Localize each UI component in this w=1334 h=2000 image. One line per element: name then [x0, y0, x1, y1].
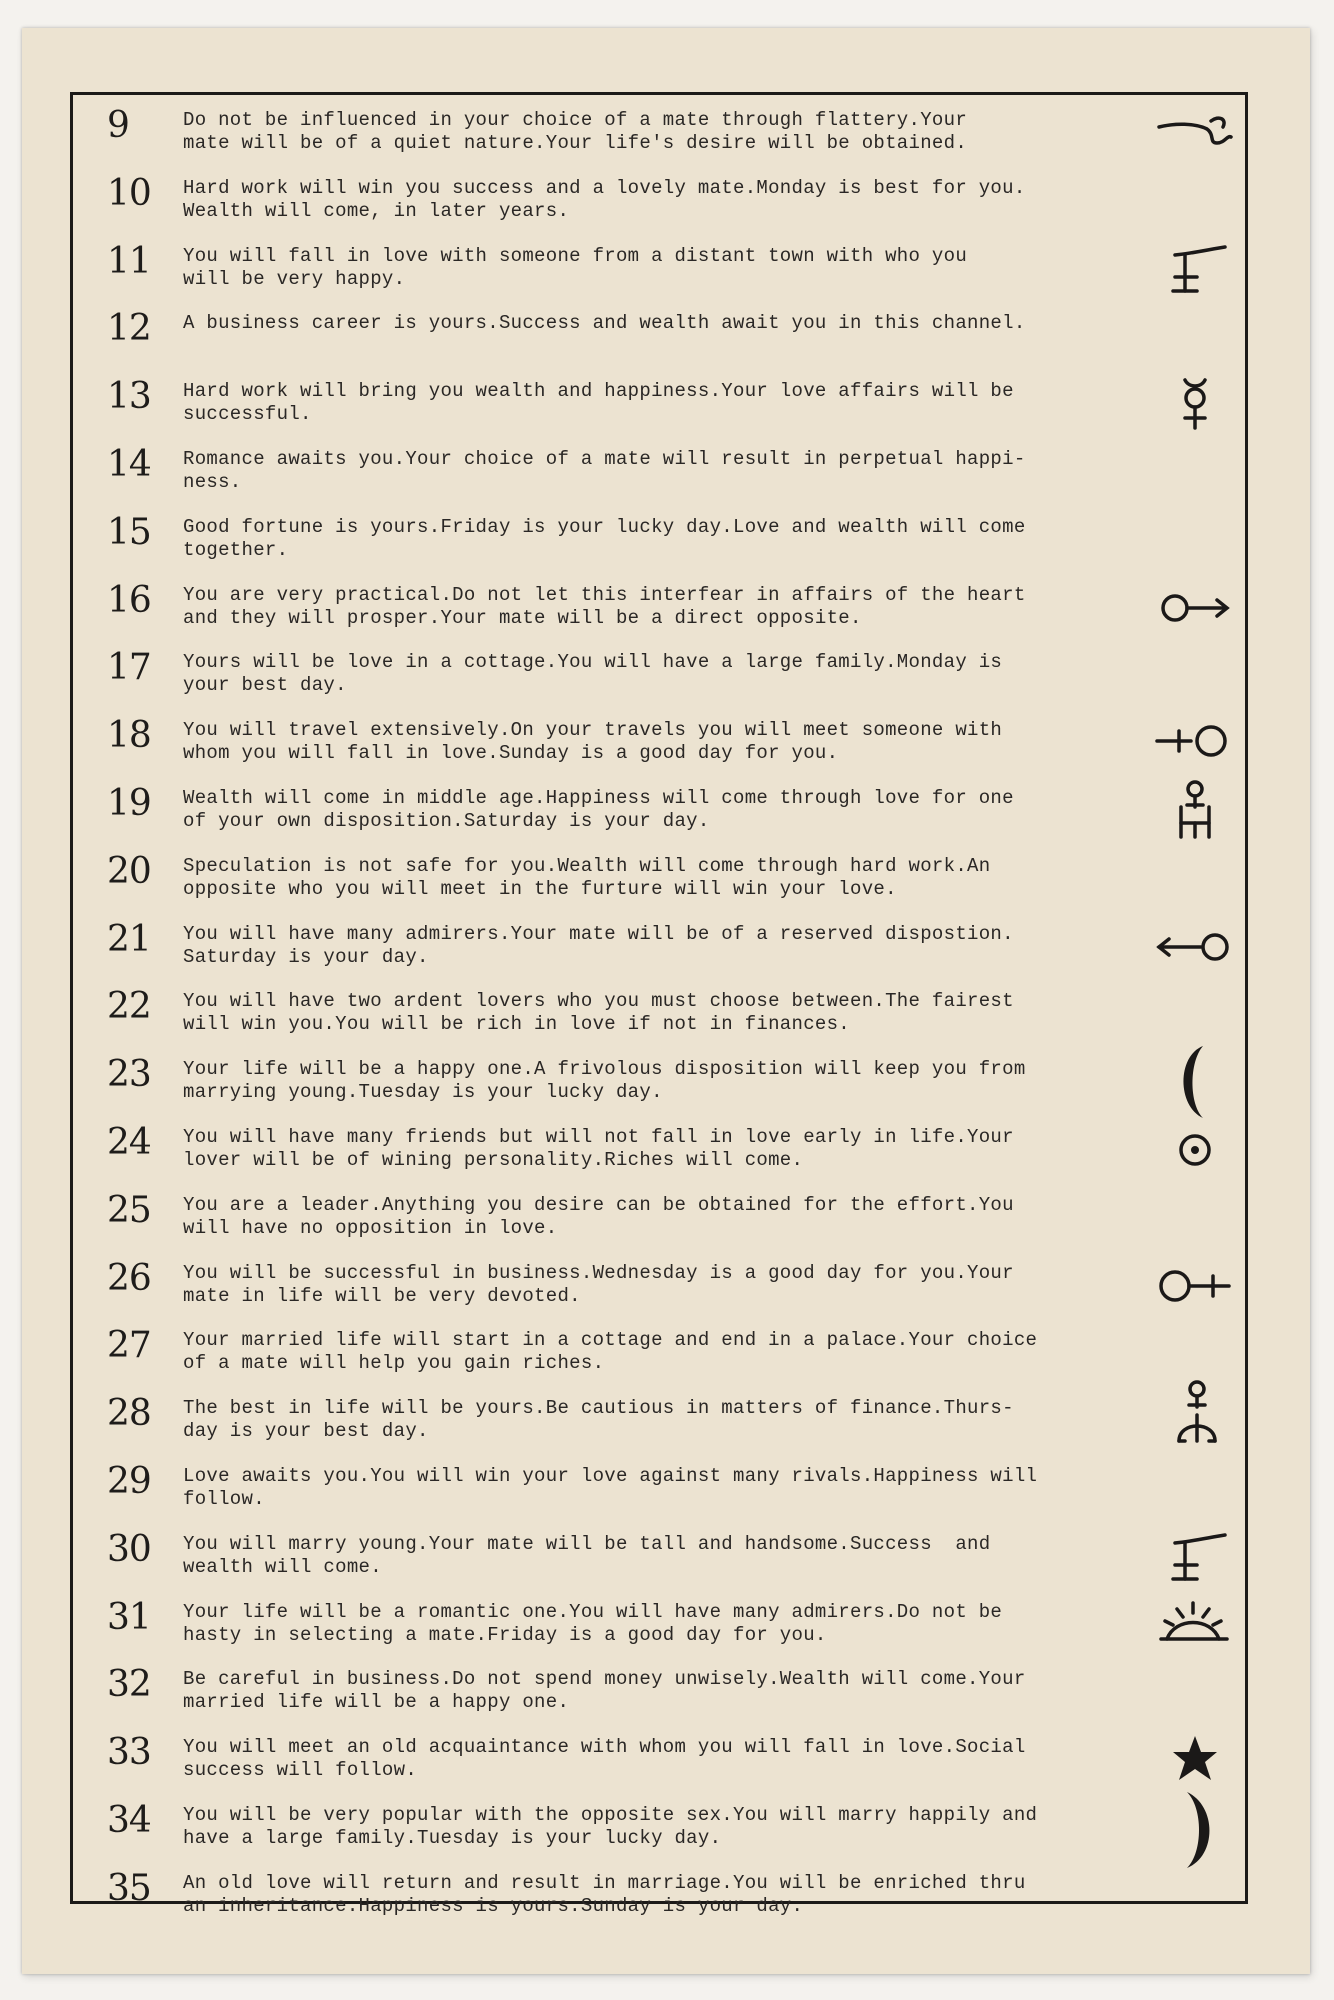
- entry-number: 9: [107, 105, 129, 146]
- entry-number: 31: [107, 1596, 151, 1638]
- fortune-entry: [73, 1250, 1245, 1318]
- entry-number: 17: [107, 647, 151, 689]
- mars-icon: [1155, 582, 1235, 632]
- entry-line-2: whom you will fall in love.Sunday is a good day for you.: [183, 742, 839, 765]
- entry-line-2: opposite who you will meet in the furture will win your love.: [183, 877, 897, 900]
- entry-text: [183, 1872, 1163, 1918]
- fortune-entry: [73, 1453, 1245, 1521]
- entry-text: [183, 584, 1163, 630]
- entry-line-1: Your married life will start in a cottage and end in a palace.Your choice: [183, 1329, 1038, 1352]
- fortune-entry: [73, 639, 1245, 707]
- entry-number: 19: [107, 783, 151, 824]
- entry-line-1: Do not be influenced in your choice of a mate through flattery.Your: [183, 109, 968, 131]
- entry-number: 18: [107, 715, 151, 757]
- mercury-icon: [1155, 378, 1235, 428]
- fortune-entry: [73, 843, 1245, 911]
- entry-line-2: wealth will come.: [183, 1555, 382, 1578]
- entry-line-1: Love awaits you.You will win your love against many rivals.Happiness will: [183, 1465, 1038, 1487]
- entry-text: [183, 1736, 1163, 1782]
- entry-number: 30: [107, 1528, 151, 1570]
- cauda-draconis-icon: [1155, 107, 1235, 157]
- entry-number: 25: [107, 1189, 151, 1231]
- entry-number: 11: [107, 240, 151, 282]
- uranus-icon: [1155, 785, 1235, 835]
- entry-number: 35: [107, 1867, 151, 1909]
- entry-number: 10: [107, 172, 151, 214]
- fortune-entry: [73, 572, 1245, 640]
- entry-line-1: You will be very popular with the opposite sex.You will marry happily and: [183, 1804, 1038, 1826]
- entry-text: [183, 1126, 1163, 1172]
- fortune-entry: [73, 1182, 1245, 1250]
- entry-text: [183, 380, 1163, 426]
- entry-number: 28: [107, 1393, 151, 1435]
- entry-line-2: will have no opposition in love.: [183, 1216, 558, 1239]
- entry-number: 20: [107, 850, 151, 892]
- entry-line-2: success will follow.: [183, 1759, 418, 1782]
- entry-line-1: Hard work will win you success and a lovely mate.Monday is best for you.: [183, 176, 1026, 199]
- fortune-entry: [73, 233, 1245, 301]
- fortune-entry: [73, 1860, 1245, 1928]
- entry-line-2: will win you.You will be rich in love if not in finances.: [183, 1013, 851, 1036]
- entry-line-1: You are very practical.Do not let this interfear in affairs of the heart: [183, 583, 1026, 606]
- fortune-entry: [73, 1589, 1245, 1657]
- entry-text: [183, 1397, 1163, 1443]
- entry-number: 23: [107, 1054, 151, 1096]
- entry-text: [183, 1329, 1163, 1375]
- entry-text: [183, 651, 1163, 697]
- entry-text: [183, 177, 1163, 223]
- entry-line-2: mate will be of a quiet nature.Your life's desire will be obtained.: [183, 132, 968, 154]
- circle-cross-icon: [1155, 1260, 1235, 1310]
- entry-number: 26: [107, 1257, 151, 1299]
- entry-line-1: Be careful in business.Do not spend money unwisely.Wealth will come.Your: [183, 1668, 1026, 1691]
- entry-text: [183, 1194, 1163, 1240]
- entry-text: [183, 787, 1163, 833]
- entry-line-1: Hard work will bring you wealth and happiness.Your love affairs will be: [183, 380, 1014, 403]
- entry-line-1: Your life will be a romantic one.You will have many admirers.Do not be: [183, 1600, 1003, 1623]
- entry-text: [183, 109, 1163, 155]
- arrow-circle-icon: [1155, 921, 1235, 971]
- entry-text: [183, 1668, 1163, 1714]
- entry-line-2: have a large family.Tuesday is your lucky day.: [183, 1827, 722, 1849]
- entry-line-1: You will be successful in business.Wednesday is a good day for you.Your: [183, 1261, 1014, 1284]
- sun-icon: [1155, 1124, 1235, 1174]
- pluto-icon: [1155, 1395, 1235, 1445]
- fortune-list-frame: [70, 92, 1248, 1917]
- entry-number: 16: [107, 579, 151, 621]
- entry-line-2: marrying young.Tuesday is your lucky day.: [183, 1081, 663, 1104]
- entry-line-2: successful.: [183, 403, 312, 426]
- entry-text: [183, 1262, 1163, 1308]
- entry-text: [183, 245, 1163, 291]
- fortune-card: [22, 28, 1310, 1974]
- entry-line-2: day is your best day.: [183, 1420, 429, 1443]
- fortune-entry: [73, 300, 1245, 368]
- entry-text: [183, 855, 1163, 901]
- fortune-entry: [73, 978, 1245, 1046]
- entry-line-2: mate in life will be very devoted.: [183, 1284, 581, 1307]
- entry-number: 12: [107, 308, 151, 350]
- entry-line-2: will be very happy.: [183, 267, 406, 290]
- entry-line-2: your best day.: [183, 674, 347, 697]
- entry-number: 14: [107, 444, 151, 485]
- fortune-entry: [73, 1656, 1245, 1724]
- fortune-entry: [73, 1114, 1245, 1182]
- fortune-entry: [73, 165, 1245, 233]
- entry-text: [183, 719, 1163, 765]
- entry-number: 21: [107, 918, 151, 960]
- entry-line-2: of your own disposition.Saturday is your day.: [183, 810, 710, 832]
- fortune-entry: [73, 1521, 1245, 1589]
- entry-line-2: Wealth will come, in later years.: [183, 199, 570, 222]
- entry-line-1: An old love will return and result in marriage.You will be enriched thru: [183, 1871, 1026, 1894]
- fortune-entry: [73, 911, 1245, 979]
- entry-line-1: Yours will be love in a cottage.You will have a large family.Monday is: [183, 651, 1003, 674]
- entry-text: [183, 923, 1163, 969]
- entry-text: [183, 516, 1163, 562]
- entry-line-1: You will have many admirers.Your mate will be of a reserved dispostion.: [183, 922, 1014, 945]
- entry-text: [183, 1601, 1163, 1647]
- entry-line-1: Your life will be a happy one.A frivolous disposition will keep you from: [183, 1058, 1026, 1081]
- fortune-entry: [73, 368, 1245, 436]
- fortune-entry: [73, 97, 1245, 165]
- entry-line-1: You will meet an old acquaintance with whom you will fall in love.Social: [183, 1736, 1026, 1759]
- entry-number: 24: [107, 1122, 151, 1163]
- fortune-entry: [73, 1385, 1245, 1453]
- sunrise-icon: [1155, 1599, 1235, 1649]
- entry-line-2: lover will be of wining personality.Riches will come.: [183, 1149, 804, 1171]
- saturn-scythe-icon: [1155, 243, 1235, 293]
- fortune-entry: [73, 436, 1245, 504]
- entry-text: [183, 448, 1163, 494]
- fortune-entry: [73, 504, 1245, 572]
- star-icon: [1155, 1734, 1235, 1784]
- entry-line-2: of a mate will help you gain riches.: [183, 1352, 605, 1375]
- entry-line-2: an inheritance.Happiness is yours.Sunday is your day.: [183, 1894, 804, 1917]
- entry-line-2: follow.: [183, 1488, 265, 1510]
- entry-number: 33: [107, 1732, 151, 1774]
- entry-number: 32: [107, 1664, 151, 1706]
- saturn-scythe-icon: [1155, 1531, 1235, 1581]
- entry-text: [183, 1804, 1163, 1850]
- waning-moon-icon: [1155, 1802, 1235, 1852]
- entry-line-1: Romance awaits you.Your choice of a mate will result in perpetual happi-: [183, 448, 1026, 470]
- entry-line-2: Saturday is your day.: [183, 945, 429, 968]
- entry-line-1: You will travel extensively.On your travels you will meet someone with: [183, 719, 1003, 742]
- fortune-entry: [73, 1317, 1245, 1385]
- entry-text: [183, 1533, 1163, 1579]
- entry-text: [183, 1058, 1163, 1104]
- crescent-moon-icon: [1155, 1056, 1235, 1106]
- entry-line-2: together.: [183, 538, 289, 561]
- fortune-entry: [73, 1046, 1245, 1114]
- entry-line-1: Speculation is not safe for you.Wealth will come through hard work.An: [183, 854, 991, 877]
- entry-line-2: ness.: [183, 471, 242, 493]
- entry-text: [183, 1465, 1163, 1511]
- entry-line-1: You will have many friends but will not fall in love early in life.Your: [183, 1126, 1014, 1148]
- entry-line-1: You will have two ardent lovers who you must choose between.The fairest: [183, 990, 1014, 1013]
- entry-line-1: Good fortune is yours.Friday is your lucky day.Love and wealth will come: [183, 515, 1026, 538]
- entry-line-1: You will fall in love with someone from a distant town with who you: [183, 244, 968, 267]
- fortune-entry: [73, 1792, 1245, 1860]
- fortune-entry: [73, 775, 1245, 843]
- entry-number: 27: [107, 1325, 151, 1367]
- entry-line-2: and they will prosper.Your mate will be a direct opposite.: [183, 606, 862, 629]
- entry-line-1: Wealth will come in middle age.Happiness will come through love for one: [183, 787, 1014, 809]
- entry-text: [183, 312, 1163, 335]
- entry-line-2: married life will be a happy one.: [183, 1691, 570, 1714]
- entry-line-2: hasty in selecting a mate.Friday is a good day for you.: [183, 1623, 827, 1646]
- venus-sideways-icon: [1155, 717, 1235, 767]
- entry-number: 34: [107, 1800, 151, 1841]
- entry-line-1: The best in life will be yours.Be cautious in matters of finance.Thurs-: [183, 1397, 1014, 1420]
- entry-line-1: You will marry young.Your mate will be tall and handsome.Success and: [183, 1532, 991, 1555]
- entry-line-1: A business career is yours.Success and wealth await you in this channel.: [183, 312, 1026, 335]
- entry-number: 15: [107, 511, 151, 553]
- entry-number: 13: [107, 376, 151, 418]
- entry-number: 29: [107, 1461, 151, 1502]
- fortune-entry: [73, 1724, 1245, 1792]
- fortune-entry: [73, 707, 1245, 775]
- entry-number: 22: [107, 986, 151, 1028]
- entry-line-1: You are a leader.Anything you desire can be obtained for the effort.You: [183, 1193, 1014, 1216]
- entry-text: [183, 990, 1163, 1036]
